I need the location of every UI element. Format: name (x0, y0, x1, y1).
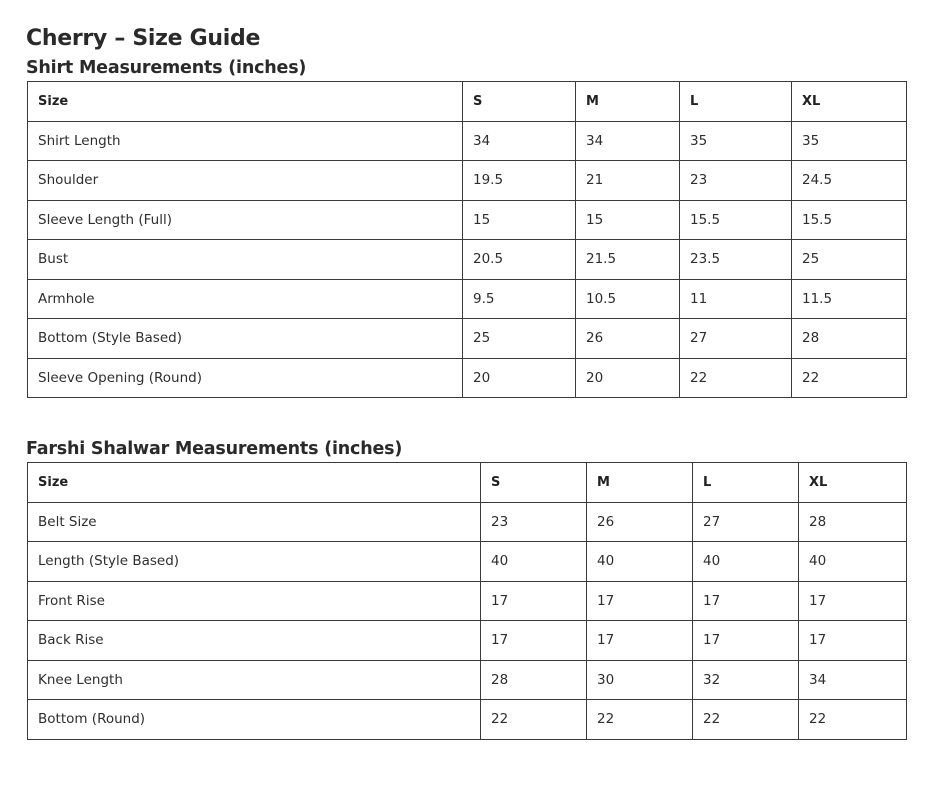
measurement-label: Front Rise (28, 581, 481, 621)
value-m: 17 (587, 621, 693, 661)
value-xl: 22 (792, 358, 907, 398)
shalwar-measurements-table (27, 462, 907, 740)
value-xl: 35 (792, 121, 907, 161)
value-m: 15 (576, 200, 680, 240)
measurement-label: Belt Size (28, 502, 481, 542)
value-s: 40 (481, 542, 587, 582)
value-l: 23 (680, 161, 792, 201)
value-l: 22 (680, 358, 792, 398)
value-xl: 28 (792, 319, 907, 359)
value-s: 9.5 (463, 279, 576, 319)
value-m: 21.5 (576, 240, 680, 280)
value-l: 17 (693, 621, 799, 661)
value-xl: 25 (792, 240, 907, 280)
value-s: 17 (481, 581, 587, 621)
table-row (28, 700, 907, 740)
value-s: 19.5 (463, 161, 576, 201)
value-l: 11 (680, 279, 792, 319)
measurement-label: Sleeve Length (Full) (28, 200, 463, 240)
value-l: 15.5 (680, 200, 792, 240)
table-row (28, 581, 907, 621)
value-m: 21 (576, 161, 680, 201)
value-s: 25 (463, 319, 576, 359)
value-s: 23 (481, 502, 587, 542)
value-s: 28 (481, 660, 587, 700)
shirt-section-title: Shirt Measurements (inches) (26, 58, 307, 78)
header-m: M (587, 463, 693, 503)
table-row (28, 621, 907, 661)
value-xl: 22 (799, 700, 907, 740)
value-l: 32 (693, 660, 799, 700)
value-s: 20 (463, 358, 576, 398)
value-m: 26 (576, 319, 680, 359)
header-s: S (463, 82, 576, 122)
value-m: 40 (587, 542, 693, 582)
header-l: L (680, 82, 792, 122)
table-row (28, 319, 907, 359)
value-s: 34 (463, 121, 576, 161)
measurement-label: Bottom (Style Based) (28, 319, 463, 359)
value-xl: 17 (799, 581, 907, 621)
value-s: 20.5 (463, 240, 576, 280)
value-m: 10.5 (576, 279, 680, 319)
measurement-label: Knee Length (28, 660, 481, 700)
table-header-row (28, 463, 907, 503)
value-l: 40 (693, 542, 799, 582)
measurement-label: Armhole (28, 279, 463, 319)
table-row (28, 240, 907, 280)
value-l: 35 (680, 121, 792, 161)
table-row (28, 161, 907, 201)
table-row (28, 121, 907, 161)
table-row (28, 660, 907, 700)
value-m: 17 (587, 581, 693, 621)
value-xl: 40 (799, 542, 907, 582)
value-l: 27 (693, 502, 799, 542)
value-l: 27 (680, 319, 792, 359)
header-s: S (481, 463, 587, 503)
measurement-label: Bust (28, 240, 463, 280)
value-m: 26 (587, 502, 693, 542)
value-m: 34 (576, 121, 680, 161)
header-m: M (576, 82, 680, 122)
measurement-label: Shoulder (28, 161, 463, 201)
header-xl: XL (792, 82, 907, 122)
value-s: 15 (463, 200, 576, 240)
header-l: L (693, 463, 799, 503)
measurement-label: Sleeve Opening (Round) (28, 358, 463, 398)
page-title: Cherry – Size Guide (26, 26, 261, 51)
table-row (28, 279, 907, 319)
value-xl: 17 (799, 621, 907, 661)
value-l: 22 (693, 700, 799, 740)
table-row (28, 358, 907, 398)
shalwar-section-title: Farshi Shalwar Measurements (inches) (26, 439, 403, 459)
value-xl: 15.5 (792, 200, 907, 240)
table-row (28, 542, 907, 582)
measurement-label: Length (Style Based) (28, 542, 481, 582)
value-m: 30 (587, 660, 693, 700)
table-row (28, 200, 907, 240)
value-s: 22 (481, 700, 587, 740)
table-row (28, 502, 907, 542)
header-size: Size (28, 463, 481, 503)
table-header-row (28, 82, 907, 122)
value-m: 20 (576, 358, 680, 398)
measurement-label: Shirt Length (28, 121, 463, 161)
header-size: Size (28, 82, 463, 122)
value-xl: 28 (799, 502, 907, 542)
value-xl: 34 (799, 660, 907, 700)
value-s: 17 (481, 621, 587, 661)
value-xl: 24.5 (792, 161, 907, 201)
shirt-measurements-table (27, 81, 907, 398)
value-l: 23.5 (680, 240, 792, 280)
header-xl: XL (799, 463, 907, 503)
measurement-label: Bottom (Round) (28, 700, 481, 740)
measurement-label: Back Rise (28, 621, 481, 661)
value-l: 17 (693, 581, 799, 621)
value-m: 22 (587, 700, 693, 740)
value-xl: 11.5 (792, 279, 907, 319)
